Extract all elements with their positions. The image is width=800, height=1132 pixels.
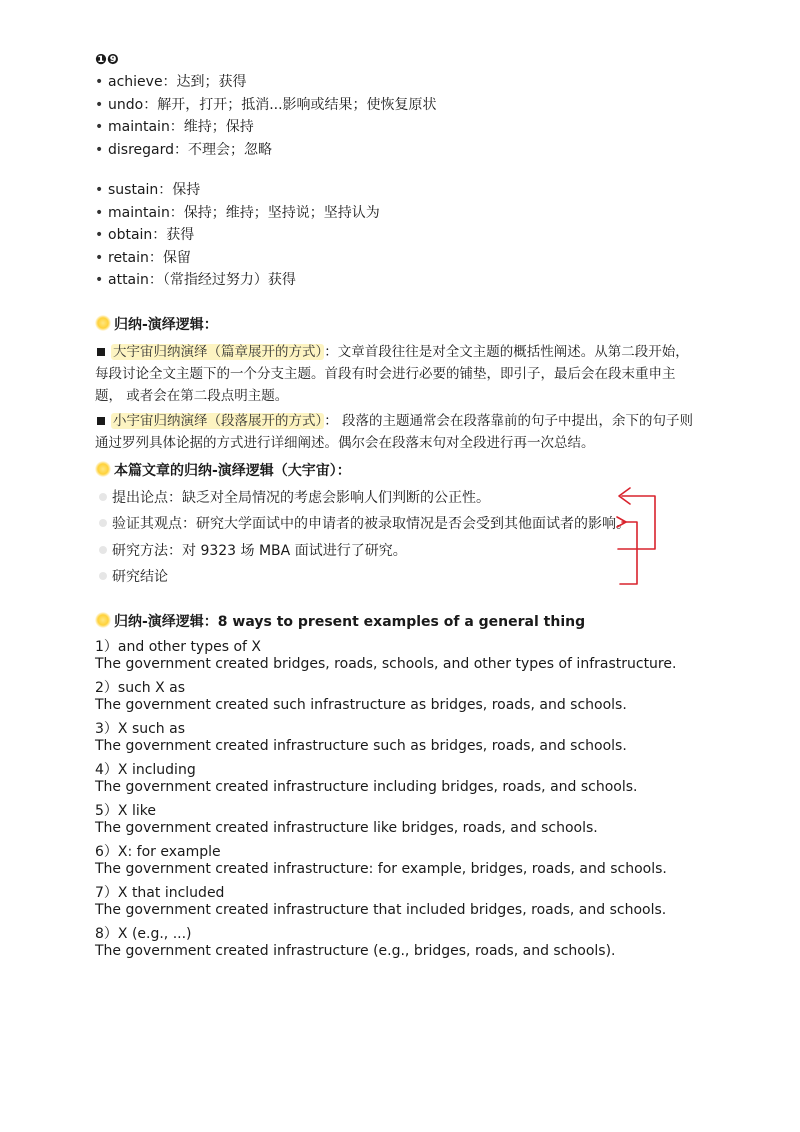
highlight-label: 大宇宙归纳演绎（篇章展开的方式） xyxy=(113,344,323,360)
sparkle-icon xyxy=(95,612,111,628)
step-item: 提出论点：缺乏对全局情况的考虑会影响人们判断的公正性。 xyxy=(112,490,490,506)
bullet-icon: • xyxy=(95,227,104,243)
example-label: 6）X: for example xyxy=(95,844,221,860)
example-sentence: The government created such infrastructure as bridges, roads, and schools. xyxy=(95,697,627,713)
list-item: • achieve：达到；获得 xyxy=(95,71,437,94)
list-item: • attain：（常指经过努力）获得 xyxy=(95,269,380,292)
step-item: 研究结论 xyxy=(112,569,168,585)
section-number: ❶❾ xyxy=(95,52,119,68)
bullet-icon: • xyxy=(95,249,104,266)
example-label: 5）X like xyxy=(95,803,156,819)
micro-paragraph: 小宇宙归纳演绎（段落展开的方式） ： 段落的主题通常会在段落靠前的句子中提出，余下的句子则 通过罗列具体论据的方式进行详细阐述。偶尔会在段落末句对全段进行再一次总结。 xyxy=(95,413,694,451)
bullet-icon: • xyxy=(95,96,104,113)
section-heading: 归纳-演绎逻辑： xyxy=(95,314,218,334)
example-label: 3）X such as xyxy=(95,721,186,737)
example-label: 7）X that included xyxy=(95,885,225,901)
example-sentence: The government created bridges, roads, schools, and other types of infrastructure. xyxy=(95,656,677,672)
example-sentence: The government created infrastructure like bridges, roads, and schools. xyxy=(95,820,598,836)
list-item: • maintain：维持；保持 xyxy=(95,116,437,139)
section-heading: 本篇文章的归纳-演绎逻辑（大宇宙）： xyxy=(95,460,351,480)
bullet-icon: • xyxy=(95,272,104,288)
bullet-icon: • xyxy=(95,141,104,158)
section-heading: 归纳-演绎逻辑：8 ways to present examples of a general thing xyxy=(95,611,585,631)
bullet-icon: • xyxy=(95,182,104,198)
example-label: 2）such X as xyxy=(95,680,186,696)
example-sentence: The government created infrastructure (e.g., bridges, roads, and schools). xyxy=(95,943,616,959)
step-item: 验证其观点：研究大学面试中的申请者的被录取情况是否会受到其他面试者的影响。 xyxy=(112,516,630,532)
step-item: 研究方法：对 9323 场 MBA 面试进行了研究。 xyxy=(112,543,407,559)
list-item: • disregard：不理会；忽略 xyxy=(95,139,437,162)
list-item: • undo：解开，打开；抵消...影响或结果；使恢复原状 xyxy=(95,94,437,117)
list-item: • maintain：保持；维持；坚持说；坚持认为 xyxy=(95,202,380,225)
example-sentence: The government created infrastructure such as bridges, roads, and schools. xyxy=(95,738,627,754)
example-label: 4）X including xyxy=(95,762,196,778)
example-sentence: The government created infrastructure that included bridges, roads, and schools. xyxy=(95,902,667,918)
example-label: 8）X (e.g., ...) xyxy=(95,926,192,942)
bullet-icon: • xyxy=(95,74,104,90)
example-label: 1）and other types of X xyxy=(95,639,261,655)
macro-paragraph: 大宇宙归纳演绎（篇章展开的方式） ：文章首段往往是对全文主题的概括性阐述。从第二段开始， 每段讨论全文主题下的一个分支主题。首段有时会进行必要的铺垫，即引子，最后会在段末重申主 题， 或者会在第二段点明主题。 xyxy=(95,344,689,404)
bullet-icon: • xyxy=(95,119,104,135)
arrow-bracket-inner-icon xyxy=(620,522,637,584)
list-item: • obtain：获得 xyxy=(95,224,380,247)
example-sentence: The government created infrastructure: for example, bridges, roads, and schools. xyxy=(95,861,667,877)
list-item: • sustain：保持 xyxy=(95,179,380,202)
bullet-icon: • xyxy=(95,204,104,221)
list-item: • retain：保留 xyxy=(95,247,380,270)
example-sentence: The government created infrastructure including bridges, roads, and schools. xyxy=(95,779,638,795)
highlight-label: 小宇宙归纳演绎（段落展开的方式） xyxy=(113,413,323,429)
